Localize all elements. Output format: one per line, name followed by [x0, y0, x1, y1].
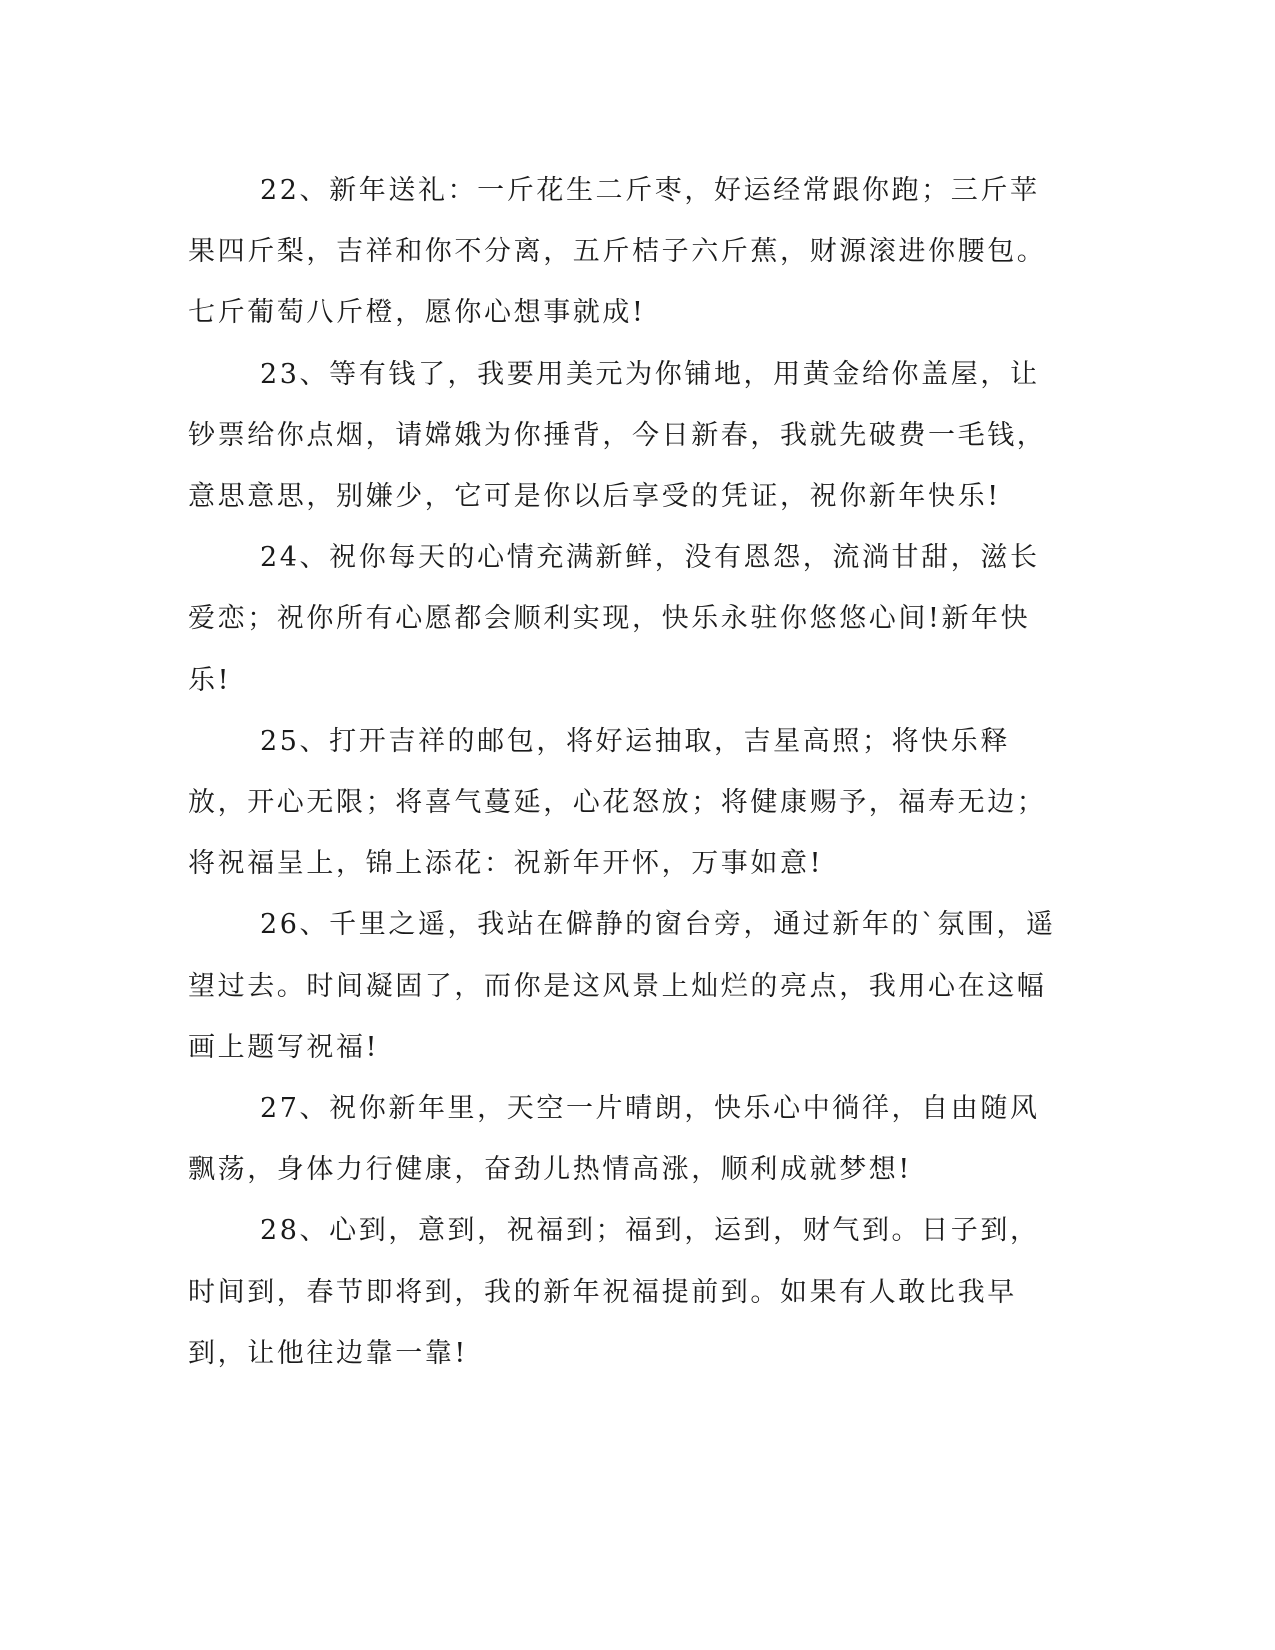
- paragraph-27: 27、祝你新年里，天空一片晴朗，快乐心中徜徉，自由随风飘荡，身体力行健康，奋劲儿热情高涨，顺利成就梦想!: [188, 1093, 1040, 1186]
- paragraph-28: 28、心到，意到，祝福到；福到，运到，财气到。日子到，时间到，春节即将到，我的新年祝福提前到。如果有人敢比我早到，让他往边靠一靠!: [188, 1215, 1040, 1369]
- paragraph-23: 23、等有钱了，我要用美元为你铺地，用黄金给你盖屋，让钞票给你点烟，请嫦娥为你捶背，今日新春，我就先破费一毛钱，意思意思，别嫌少，它可是你以后享受的凭证，祝你新年快乐!: [188, 358, 1047, 513]
- paragraph-24: 24、祝你每天的心情充满新鲜，没有恩怨，流淌甘甜，滋长爱恋；祝你所有心愿都会顺利实现，快乐永驻你悠悠心间!新年快乐!: [188, 542, 1040, 696]
- paragraph-25: 25、打开吉祥的邮包，将好运抽取，吉星高照；将快乐释放，开心无限；将喜气蔓延，心花怒放；将健康赐予，福寿无边；将祝福呈上，锦上添花：祝新年开怀，万事如意!: [188, 725, 1047, 880]
- paragraph-22: 22、新年送礼：一斤花生二斤枣，好运经常跟你跑；三斤苹果四斤梨，吉祥和你不分离，五斤桔子六斤蕉，财源滚进你腰包。七斤葡萄八斤橙，愿你心想事就成!: [188, 175, 1047, 329]
- paragraph-26: 26、千里之遥，我站在僻静的窗台旁，通过新年的`氛围，遥望过去。时间凝固了，而你是这风景上灿烂的亮点，我用心在这幅画上题写祝福!: [188, 909, 1056, 1063]
- document-body: [188, 160, 1068, 1384]
